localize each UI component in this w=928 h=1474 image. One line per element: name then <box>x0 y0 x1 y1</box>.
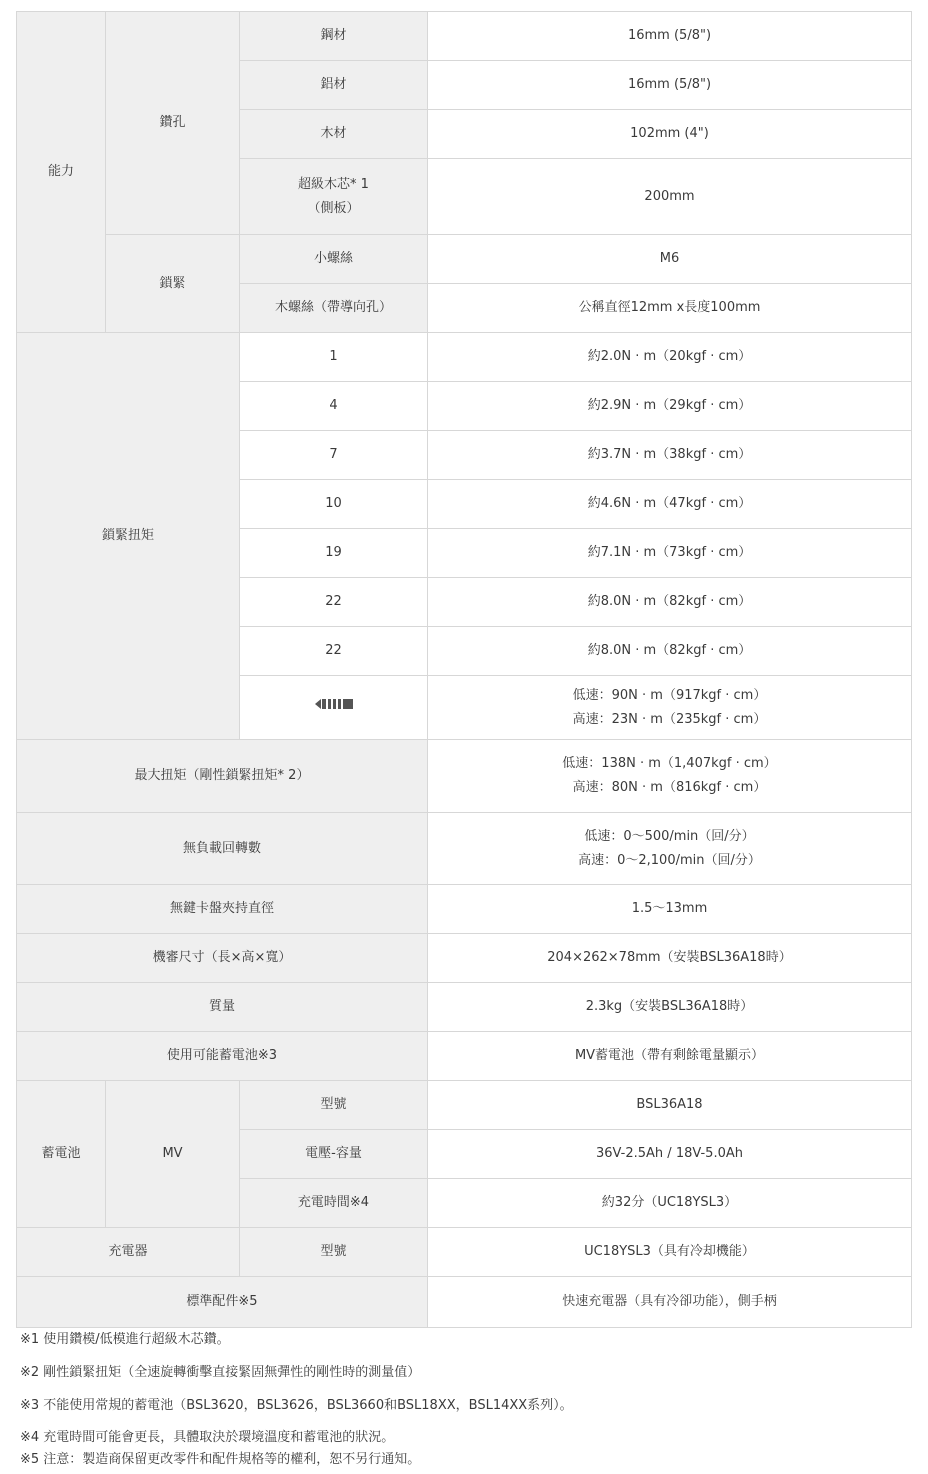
chuck-label: 無鍵卡盤夾持直徑 <box>17 885 428 934</box>
super-core-line2: （側板） <box>307 200 360 216</box>
accessories-value: 快速充電器（具有冷卻功能），側手柄 <box>428 1277 912 1328</box>
battery-item-label: 電壓-容量 <box>240 1130 428 1179</box>
drill-mode-icon <box>315 695 353 719</box>
table-row <box>17 885 912 934</box>
battery-item-label: 型號 <box>240 1081 428 1130</box>
no-load-speed-value <box>428 813 912 885</box>
weight-label: 質量 <box>17 983 428 1032</box>
torque-setting: 19 <box>240 529 428 578</box>
spec-value: 102mm (4") <box>428 110 912 159</box>
chuck-value: 1.5～13mm <box>428 885 912 934</box>
accessories-label: 標準配件※5 <box>17 1277 428 1328</box>
torque-setting: 7 <box>240 431 428 480</box>
footnote: ※2 剛性鎖緊扭矩（全速旋轉衝擊直接緊固無彈性的剛性時的測量值） <box>20 1365 421 1380</box>
table-row <box>17 1081 912 1130</box>
drill-mode-cell <box>240 676 428 740</box>
table-row <box>17 235 912 284</box>
spec-value: 16mm (5/8") <box>428 61 912 110</box>
spec-value: 16mm (5/8") <box>428 12 912 61</box>
battery-item-label: 充電時間※4 <box>240 1179 428 1228</box>
table-row <box>17 1032 912 1081</box>
spec-value: M6 <box>428 235 912 284</box>
torque-setting: 4 <box>240 382 428 431</box>
torque-value: 約4.6N · m（47kgf · cm） <box>428 480 912 529</box>
torque-value: 約2.9N · m（29kgf · cm） <box>428 382 912 431</box>
table-row <box>17 813 912 885</box>
torque-value: 約8.0N · m（82kgf · cm） <box>428 627 912 676</box>
table-row <box>17 1277 912 1328</box>
torque-value: 約3.7N · m（38kgf · cm） <box>428 431 912 480</box>
drill-mode-low: 低速：90N · m（917kgf · cm） <box>572 687 767 703</box>
battery-item-value: BSL36A18 <box>428 1081 912 1130</box>
charger-label: 充電器 <box>17 1228 240 1277</box>
no-load-speed-label: 無負載回轉數 <box>17 813 428 885</box>
drilling-label: 鑽孔 <box>106 12 240 235</box>
table-row <box>17 740 912 813</box>
torque-value: 約8.0N · m（82kgf · cm） <box>428 578 912 627</box>
torque-setting: 1 <box>240 333 428 382</box>
fastening-label: 鎖緊 <box>106 235 240 333</box>
battery-type: MV <box>106 1081 240 1228</box>
table-row <box>17 333 912 382</box>
max-torque-label: 最大扭矩（剛性鎖緊扭矩* 2） <box>17 740 428 813</box>
dimensions-label: 機審尺寸（長×高×寬） <box>17 934 428 983</box>
no-load-speed-high: 高速：0～2,100/min（回/分） <box>578 852 761 868</box>
usable-battery-label: 使用可能蓄電池※3 <box>17 1032 428 1081</box>
footnote: ※3 不能使用常規的蓄電池（BSL3620，BSL3626，BSL3660和BSL18XX，BSL14XX系列）。 <box>20 1398 573 1413</box>
torque-setting: 22 <box>240 627 428 676</box>
no-load-speed-low: 低速：0～500/min（回/分） <box>584 828 755 844</box>
table-row <box>17 983 912 1032</box>
footnote: ※4 充電時間可能會更長，具體取決於環境溫度和蓄電池的狀況。 <box>20 1430 395 1445</box>
max-torque-value <box>428 740 912 813</box>
torque-value: 約2.0N · m（20kgf · cm） <box>428 333 912 382</box>
table-row <box>17 934 912 983</box>
super-core-line1: 超級木芯* 1 <box>298 176 369 192</box>
battery-item-value: 36V-2.5Ah / 18V-5.0Ah <box>428 1130 912 1179</box>
charger-item-label: 型號 <box>240 1228 428 1277</box>
dimensions-value: 204×262×78mm（安裝BSL36A18時） <box>428 934 912 983</box>
torque-value: 約7.1N · m（73kgf · cm） <box>428 529 912 578</box>
drill-mode-high: 高速：23N · m（235kgf · cm） <box>572 711 767 727</box>
spec-table <box>16 11 912 1328</box>
fastener-label: 小螺絲 <box>240 235 428 284</box>
spec-value: 公稱直徑12mm x長度100mm <box>428 284 912 333</box>
torque-label: 鎖緊扭矩 <box>17 333 240 740</box>
max-torque-low: 低速：138N · m（1,407kgf · cm） <box>562 756 777 771</box>
material-label: 木材 <box>240 110 428 159</box>
footnote: ※1 使用鑽模/低模進行超級木芯鑽。 <box>20 1332 230 1347</box>
material-label <box>240 159 428 235</box>
capacity-label: 能力 <box>17 12 106 333</box>
table-row <box>17 12 912 61</box>
footnote: ※5 注意：製造商保留更改零件和配件規格等的權利，恕不另行通知。 <box>20 1452 421 1467</box>
charger-value: UC18YSL3（具有冷却機能） <box>428 1228 912 1277</box>
torque-setting: 22 <box>240 578 428 627</box>
drill-mode-value <box>428 676 912 740</box>
table-row <box>17 1228 912 1277</box>
battery-item-value: 約32分（UC18YSL3） <box>428 1179 912 1228</box>
max-torque-high: 高速：80N · m（816kgf · cm） <box>572 780 767 795</box>
material-label: 鋼材 <box>240 12 428 61</box>
torque-setting: 10 <box>240 480 428 529</box>
usable-battery-value: MV蓄電池（帶有剩餘電量顯示） <box>428 1032 912 1081</box>
spec-value: 200mm <box>428 159 912 235</box>
weight-value: 2.3kg（安裝BSL36A18時） <box>428 983 912 1032</box>
material-label: 鋁材 <box>240 61 428 110</box>
fastener-label: 木螺絲（帶導向孔） <box>240 284 428 333</box>
battery-label: 蓄電池 <box>17 1081 106 1228</box>
